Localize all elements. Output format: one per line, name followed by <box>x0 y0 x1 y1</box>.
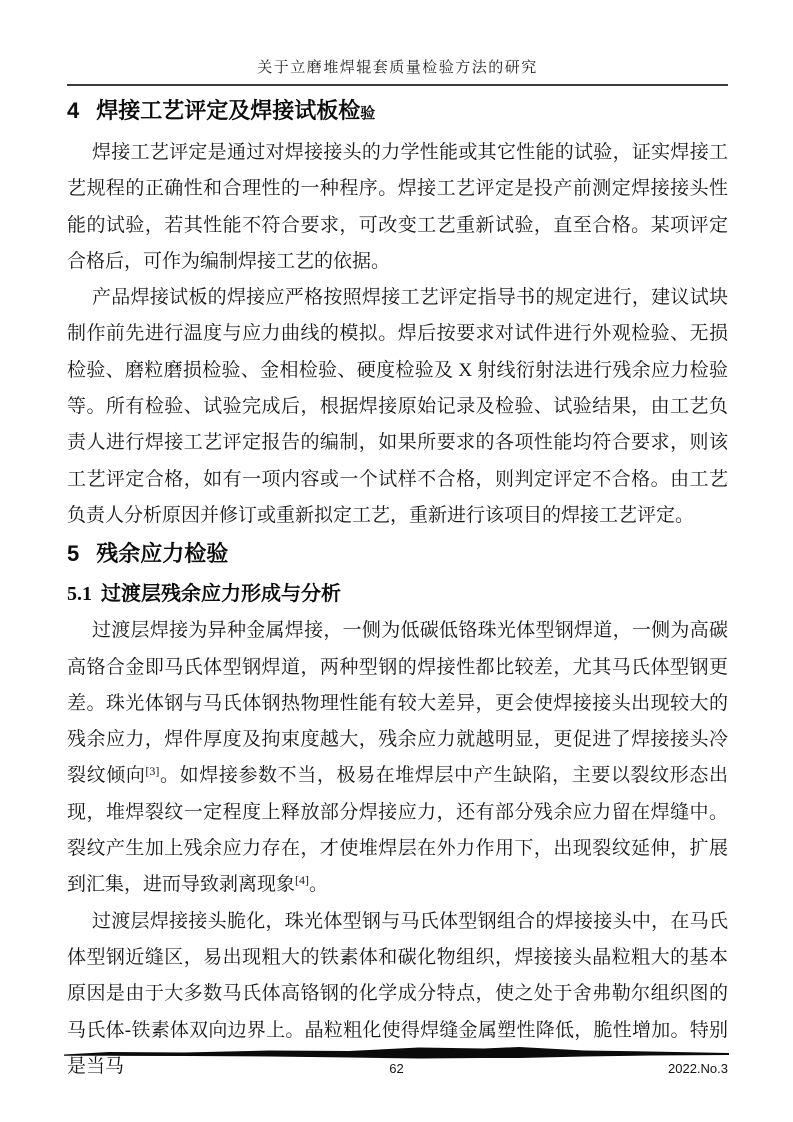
paragraph-3-text-1: 过渡层焊接为异种金属焊接，一侧为低碳低铬珠光体型钢焊道，一侧为高碳高铬合金即马氏体型钢焊道，两种型钢的焊接性都比较差，尤其马氏体型钢更差。珠光体钢与马氏体钢热物理性能有较大差异，更会使焊接接头出现较大的残余应力，焊件厚度及拘束度越大，残余应力就越明显，更促进了焊接接头冷裂纹倾向 <box>67 620 728 787</box>
section-4-heading <box>67 96 728 129</box>
journal-issue-label: 2022.No.3 <box>668 1061 728 1076</box>
paragraph-3-text-3: 。 <box>309 874 329 896</box>
header-divider-rule <box>67 84 728 86</box>
citation-4-superscript: [4] <box>295 873 310 888</box>
paragraph-3-text-2: 。如焊接参数不当，极易在堆焊层中产生缺陷，主要以裂纹形态出现，堆焊裂纹一定程度上释放部分焊接应力，还有部分残余应力留在焊缝中。裂纹产生加上残余应力存在，才使堆焊层在外力作用下，出现裂纹延伸，扩展到汇集，进而导致剥离现象 <box>67 765 728 896</box>
section-4-title: 焊接工艺评定及焊接试板检 <box>96 98 361 123</box>
section-5-1-title: 过渡层残余应力形成与分析 <box>101 583 341 606</box>
page-number: 62 <box>389 1061 404 1076</box>
section-5-1-heading <box>67 580 728 608</box>
footer-text-row <box>64 1061 729 1079</box>
paragraph-residual-stress-formation <box>67 613 728 903</box>
section-5-1-number: 5.1 <box>67 583 92 606</box>
footer-thick-rule <box>64 1046 729 1059</box>
page-footer <box>64 1046 729 1079</box>
paragraph-test-plate-inspection: 产品焊接试板的焊接应严格按照焊接工艺评定指导书的规定进行，建议试块制作前先进行温度与应力曲线的模拟。焊后按要求对试件进行外观检验、无损检验、磨粒磨损检验、金相检验、硬度检验及 X 射线衍射法进行残余应力检验等。所有检验、试验完成后，根据焊接原始记录及检验、试验结果，由工艺负责人进行焊接工艺评定报告的编制，如果所要求的各项性能均符合要求，则该工艺评定合格，如有一项内容或一个试样不合格，则判定评定不合格。由工艺负责人分析原因并修订或重新拟定工艺，重新进行该项目的焊接工艺评定。 <box>67 287 728 526</box>
citation-3-superscript: [3] <box>145 764 160 779</box>
paragraph-welding-procedure-qualification: 焊接工艺评定是通过对焊接接头的力学性能或其它性能的试验，证实焊接工艺规程的正确性和合理性的一种程序。焊接工艺评定是投产前测定焊接接头性能的试验，若其性能不符合要求，可改变工艺重新试验，直至合格。某项评定合格后，可作为编制焊接工艺的依据。 <box>67 142 728 272</box>
section-4-title-small-char: 验 <box>360 105 376 122</box>
section-5-number: 5 <box>67 541 80 567</box>
running-header-title: 关于立磨堆焊辊套质量检验方法的研究 <box>257 60 538 76</box>
paragraph-joint-embrittlement: 过渡层焊接接头脆化，珠光体型钢与马氏体型钢组合的焊接接头中，在马氏体型钢近缝区，易出现粗大的铁素体和碳化物组织，焊接接头晶粒粗大的基本原因是由于大多数马氏体高铬钢的化学成分特点，使之处于舍弗勒尔组织图的马氏体-铁素体双向边界上。晶粒粗化使得焊缝金属塑性降低，脆性增加。特别是当马 <box>67 910 728 1077</box>
section-5-heading <box>67 539 728 569</box>
page-content <box>67 0 728 1085</box>
section-4-number: 4 <box>67 98 80 123</box>
section-5-title: 残余应力检验 <box>96 541 229 567</box>
